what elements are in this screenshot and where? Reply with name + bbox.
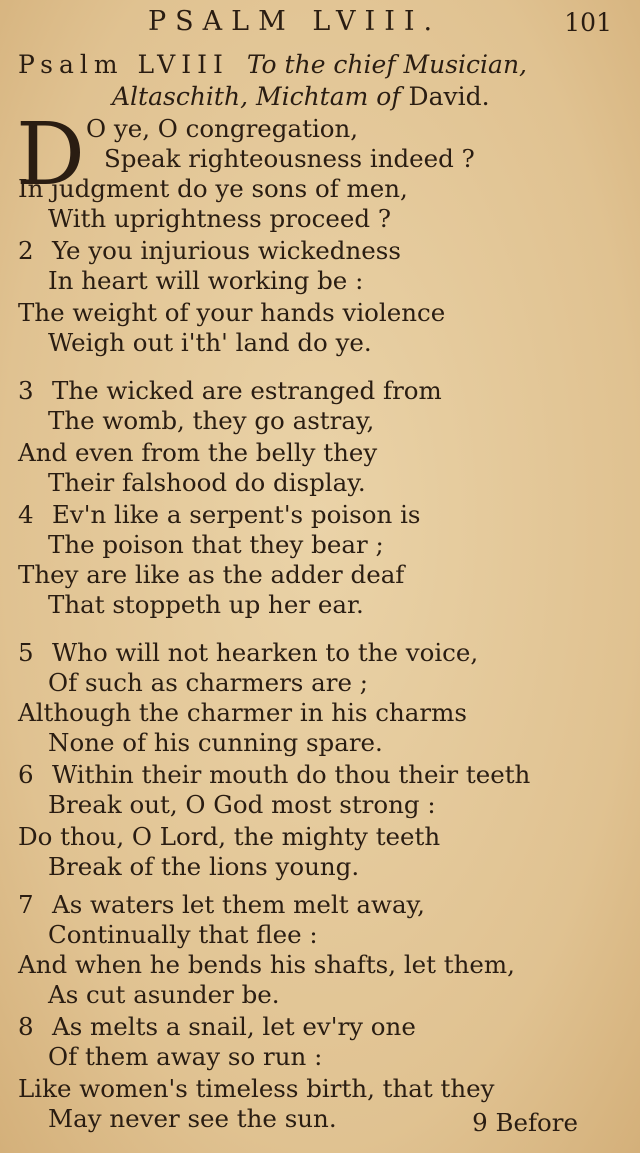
verse-number: 6 [18, 760, 34, 789]
verse-text: With uprightness proceed ? [48, 204, 391, 233]
verse-line [48, 920, 318, 950]
verse-text: Like women's timeless birth, that they [18, 1074, 495, 1103]
verse-line [18, 950, 515, 980]
verse-line [18, 698, 467, 728]
verse-line [48, 790, 436, 820]
verse-text: Of them away so run : [48, 1042, 323, 1071]
verse-text: Although the charmer in his charms [18, 698, 467, 727]
title-line-1 [18, 50, 527, 79]
verse-line [18, 438, 377, 468]
verse-number: 3 [18, 376, 34, 405]
verse-text: In heart will working be : [48, 266, 364, 295]
verse-text: Ye you injurious wickedness [52, 236, 401, 265]
verse-line [48, 1104, 337, 1134]
verse-line [48, 590, 364, 620]
verse-text: They are like as the adder deaf [18, 560, 405, 589]
verse-line [18, 760, 531, 790]
running-head: PSALM LVIII. [148, 6, 442, 37]
verse-line [48, 980, 280, 1010]
verse-text: And when he bends his shafts, let them, [18, 950, 515, 979]
verse-line [48, 406, 374, 436]
verse-line [104, 144, 475, 174]
verse-line [18, 1012, 416, 1042]
verse-number: 8 [18, 1012, 34, 1041]
verse-line [18, 376, 442, 406]
verse-text: The womb, they go astray, [48, 406, 375, 435]
catchword: 9 Before [472, 1108, 578, 1137]
verse-number: 5 [18, 638, 34, 667]
verse-number: 2 [18, 236, 34, 265]
verse-text: The wicked are estranged from [52, 376, 442, 405]
verse-text: As cut asunder be. [48, 980, 280, 1009]
verse-line [48, 328, 372, 358]
verse-text: O ye, O congregation, [86, 114, 359, 143]
verse-line [18, 174, 408, 204]
verse-text: Of such as charmers are ; [48, 668, 369, 697]
verse-text: Break out, O God most strong : [48, 790, 436, 819]
verse-text: Within their mouth do thou their teeth [52, 760, 531, 789]
verse-line [18, 890, 425, 920]
verse-text: Who will not hearken to the voice, [52, 638, 479, 667]
verse-text: The poison that they bear ; [48, 530, 384, 559]
verse-text: May never see the sun. [48, 1104, 337, 1133]
verse-line [18, 298, 445, 328]
psalm-label: Psalm LVIII [18, 50, 229, 79]
verse-line [48, 204, 391, 234]
verse-line [48, 1042, 322, 1072]
title-line-2 [112, 82, 490, 111]
verse-text: Break of the lions young. [48, 852, 360, 881]
page-number: 101 [564, 8, 612, 37]
verse-text: As waters let them melt away, [52, 890, 425, 919]
verse-text: Ev'n like a serpent's poison is [52, 500, 421, 529]
verse-line [48, 266, 363, 296]
verse-text: The weight of your hands violence [18, 298, 446, 327]
verse-text: And even from the belly they [18, 438, 378, 467]
verse-text: Their falshood do display. [48, 468, 366, 497]
dedication: To the chief Musician, [246, 50, 528, 79]
verse-line [18, 1074, 495, 1104]
verse-line [48, 728, 383, 758]
verse-line [48, 668, 368, 698]
verse-text: As melts a snail, let ev'ry one [52, 1012, 416, 1041]
verse-text: None of his cunning spare. [48, 728, 383, 757]
title-subtitle: Altaschith, Michtam of [112, 82, 401, 111]
verse-number: 7 [18, 890, 34, 919]
verse-line [18, 822, 440, 852]
verse-text: That stoppeth up her ear. [48, 590, 364, 619]
title-name: David. [400, 82, 490, 111]
verse-text: In judgment do ye sons of men, [18, 174, 408, 203]
verse-line [48, 468, 366, 498]
verse-text: Do thou, O Lord, the mighty teeth [18, 822, 441, 851]
drop-cap: D [16, 105, 85, 205]
verse-line [18, 236, 401, 266]
verse-text: Weigh out i'th' land do ye. [48, 328, 372, 357]
running-header [0, 2, 640, 42]
verse-line [48, 530, 384, 560]
verse-line [18, 500, 421, 530]
verse-line [48, 852, 359, 882]
verse-line [18, 638, 479, 668]
verse-line [86, 114, 358, 144]
verse-number: 4 [18, 500, 34, 529]
verse-line [18, 560, 404, 590]
verse-text: Speak righteousness indeed ? [104, 144, 475, 173]
verse-text: Continually that flee : [48, 920, 318, 949]
